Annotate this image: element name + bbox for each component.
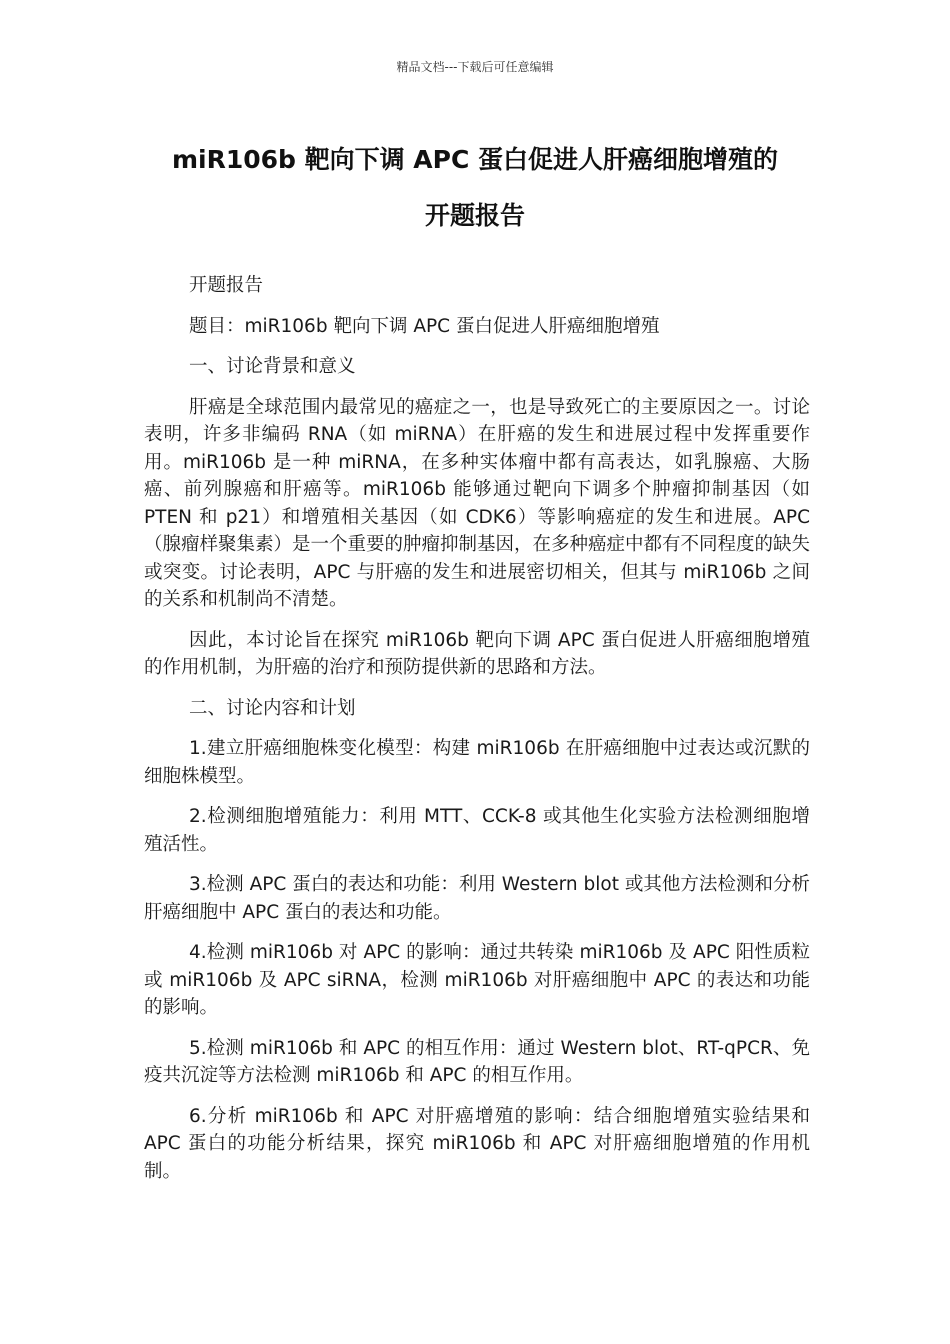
document-body bbox=[144, 272, 810, 1198]
page-header: 精品文档---下载后可任意编辑 bbox=[396, 60, 554, 74]
plan-item-1: 1.建立肝癌细胞株变化模型：构建 miR106b 在肝癌细胞中过表达或沉默的细胞株模型。 bbox=[144, 738, 810, 787]
document-title-line-2: 开题报告 bbox=[424, 201, 525, 230]
paragraph-background: 肝癌是全球范围内最常见的癌症之一，也是导致死亡的主要原因之一。讨论表明，许多非编码 RNA（如 miRNA）在肝癌的发生和进展过程中发挥重要作用。miR106b 是一种 miRNA，在多种实体瘤中都有高表达，如乳腺癌、大肠癌、前列腺癌和肝癌等。miR106b 能够通过靶向下调多个肿瘤抑制基因（如 PTEN 和 p21）和增殖相关基因（如 CDK6）等影响癌症的发生和进展。APC（腺瘤样聚集素）是一个重要的肿瘤抑制基因，在多种癌症中都有不同程度的缺失或突变。讨论表明，APC 与肝癌的发生和进展密切相关，但其与 miR106b 之间的关系和机制尚不清楚。 bbox=[144, 396, 811, 610]
plan-item-6: 6.分析 miR106b 和 APC 对肝癌增殖的影响：结合细胞增殖实验结果和 APC 蛋白的功能分析结果，探究 miR106b 和 APC 对肝癌细胞增殖的作用机制。 bbox=[144, 1105, 810, 1182]
document-title-line-1: miR106b 靶向下调 APC 蛋白促进人肝癌细胞增殖的 bbox=[171, 145, 779, 174]
report-label: 开题报告 bbox=[189, 275, 264, 296]
plan-item-5: 5.检测 miR106b 和 APC 的相互作用：通过 Western blot、RT-qPCR、免疫共沉淀等方法检测 miR106b 和 APC 的相互作用。 bbox=[144, 1037, 810, 1086]
plan-item-2: 2.检测细胞增殖能力：利用 MTT、CCK-8 或其他生化实验方法检测细胞增殖活性。 bbox=[144, 806, 810, 855]
plan-item-4: 4.检测 miR106b 对 APC 的影响：通过共转染 miR106b 及 APC 阳性质粒或 miR106b 及 APC siRNA，检测 miR106b 对肝癌细胞中 APC 的表达和功能的影响。 bbox=[144, 942, 810, 1018]
topic-line: 题目：miR106b 靶向下调 APC 蛋白促进人肝癌细胞增殖 bbox=[189, 315, 660, 337]
plan-item-3: 3.检测 APC 蛋白的表达和功能：利用 Western blot 或其他方法检测和分析肝癌细胞中 APC 蛋白的表达和功能。 bbox=[144, 874, 810, 923]
paragraph-purpose: 因此，本讨论旨在探究 miR106b 靶向下调 APC 蛋白促进人肝癌细胞增殖的作用机制，为肝癌的治疗和预防提供新的思路和方法。 bbox=[144, 629, 810, 678]
section-heading-background: 一、讨论背景和意义 bbox=[189, 356, 356, 377]
section-heading-plan: 二、讨论内容和计划 bbox=[189, 697, 356, 719]
